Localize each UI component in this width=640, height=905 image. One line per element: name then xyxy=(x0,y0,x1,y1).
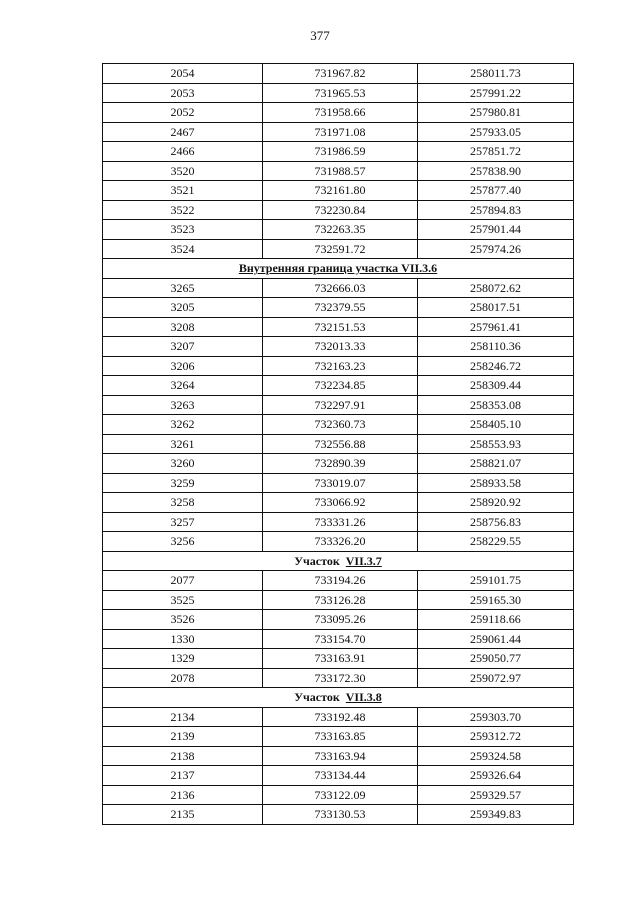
y-coordinate-cell: 258011.73 xyxy=(418,64,574,84)
table-row xyxy=(103,83,574,103)
x-coordinate-cell: 732666.03 xyxy=(263,278,418,298)
coordinates-table-body xyxy=(103,64,574,825)
point-number-cell: 3264 xyxy=(103,376,263,396)
x-coordinate-cell: 733122.09 xyxy=(263,785,418,805)
section-code: VII.3.7 xyxy=(345,553,382,568)
table-row xyxy=(103,161,574,181)
point-number-cell: 3260 xyxy=(103,454,263,474)
y-coordinate-cell: 257980.81 xyxy=(418,103,574,123)
table-row xyxy=(103,707,574,727)
y-coordinate-cell: 258353.08 xyxy=(418,395,574,415)
x-coordinate-cell: 732230.84 xyxy=(263,200,418,220)
point-number-cell: 2466 xyxy=(103,142,263,162)
point-number-cell: 2135 xyxy=(103,805,263,825)
section-heading xyxy=(103,259,574,279)
x-coordinate-cell: 733019.07 xyxy=(263,473,418,493)
y-coordinate-cell: 259349.83 xyxy=(418,805,574,825)
section-heading xyxy=(103,551,574,571)
y-coordinate-cell: 257933.05 xyxy=(418,122,574,142)
x-coordinate-cell: 733066.92 xyxy=(263,493,418,513)
point-number-cell: 1330 xyxy=(103,629,263,649)
point-number-cell: 3523 xyxy=(103,220,263,240)
x-coordinate-cell: 732234.85 xyxy=(263,376,418,396)
y-coordinate-cell: 257901.44 xyxy=(418,220,574,240)
point-number-cell: 2078 xyxy=(103,668,263,688)
x-coordinate-cell: 732163.23 xyxy=(263,356,418,376)
point-number-cell: 2052 xyxy=(103,103,263,123)
x-coordinate-cell: 731986.59 xyxy=(263,142,418,162)
point-number-cell: 2077 xyxy=(103,571,263,591)
point-number-cell: 2467 xyxy=(103,122,263,142)
y-coordinate-cell: 258229.55 xyxy=(418,532,574,552)
table-row xyxy=(103,415,574,435)
table-row xyxy=(103,200,574,220)
y-coordinate-cell: 258017.51 xyxy=(418,298,574,318)
point-number-cell: 2053 xyxy=(103,83,263,103)
table-row xyxy=(103,746,574,766)
point-number-cell: 3206 xyxy=(103,356,263,376)
x-coordinate-cell: 733163.85 xyxy=(263,727,418,747)
point-number-cell: 3524 xyxy=(103,239,263,259)
table-row xyxy=(103,512,574,532)
table-row xyxy=(103,395,574,415)
y-coordinate-cell: 259312.72 xyxy=(418,727,574,747)
table-row xyxy=(103,610,574,630)
x-coordinate-cell: 732297.91 xyxy=(263,395,418,415)
y-coordinate-cell: 259061.44 xyxy=(418,629,574,649)
y-coordinate-cell: 259303.70 xyxy=(418,707,574,727)
point-number-cell: 2138 xyxy=(103,746,263,766)
table-row xyxy=(103,317,574,337)
table-row xyxy=(103,376,574,396)
table-row xyxy=(103,181,574,201)
point-number-cell: 1329 xyxy=(103,649,263,669)
y-coordinate-cell: 258309.44 xyxy=(418,376,574,396)
x-coordinate-cell: 732379.55 xyxy=(263,298,418,318)
section-heading-row xyxy=(103,688,574,708)
table-row xyxy=(103,473,574,493)
y-coordinate-cell: 257851.72 xyxy=(418,142,574,162)
point-number-cell: 3256 xyxy=(103,532,263,552)
point-number-cell: 3522 xyxy=(103,200,263,220)
y-coordinate-cell: 258072.62 xyxy=(418,278,574,298)
y-coordinate-cell: 257991.22 xyxy=(418,83,574,103)
x-coordinate-cell: 733331.26 xyxy=(263,512,418,532)
y-coordinate-cell: 259101.75 xyxy=(418,571,574,591)
section-heading-row xyxy=(103,551,574,571)
x-coordinate-cell: 733172.30 xyxy=(263,668,418,688)
y-coordinate-cell: 258553.93 xyxy=(418,434,574,454)
y-coordinate-cell: 258933.58 xyxy=(418,473,574,493)
y-coordinate-cell: 258920.92 xyxy=(418,493,574,513)
y-coordinate-cell: 258821.07 xyxy=(418,454,574,474)
table-row xyxy=(103,122,574,142)
point-number-cell: 3263 xyxy=(103,395,263,415)
table-row xyxy=(103,590,574,610)
x-coordinate-cell: 733192.48 xyxy=(263,707,418,727)
section-title: Внутренняя граница участка VII.3.6 xyxy=(238,261,438,276)
table-row xyxy=(103,298,574,318)
x-coordinate-cell: 733130.53 xyxy=(263,805,418,825)
table-row xyxy=(103,454,574,474)
table-row xyxy=(103,64,574,84)
table-row xyxy=(103,142,574,162)
table-row xyxy=(103,434,574,454)
x-coordinate-cell: 733163.91 xyxy=(263,649,418,669)
x-coordinate-cell: 733126.28 xyxy=(263,590,418,610)
table-row xyxy=(103,805,574,825)
y-coordinate-cell: 257838.90 xyxy=(418,161,574,181)
section-label: Участок xyxy=(294,690,340,705)
point-number-cell: 2139 xyxy=(103,727,263,747)
x-coordinate-cell: 731988.57 xyxy=(263,161,418,181)
x-coordinate-cell: 732591.72 xyxy=(263,239,418,259)
point-number-cell: 3257 xyxy=(103,512,263,532)
point-number-cell: 2137 xyxy=(103,766,263,786)
x-coordinate-cell: 731967.82 xyxy=(263,64,418,84)
y-coordinate-cell: 259324.58 xyxy=(418,746,574,766)
point-number-cell: 3205 xyxy=(103,298,263,318)
x-coordinate-cell: 731958.66 xyxy=(263,103,418,123)
point-number-cell: 3259 xyxy=(103,473,263,493)
table-row xyxy=(103,571,574,591)
point-number-cell: 3208 xyxy=(103,317,263,337)
y-coordinate-cell: 259329.57 xyxy=(418,785,574,805)
x-coordinate-cell: 732360.73 xyxy=(263,415,418,435)
table-row xyxy=(103,727,574,747)
coordinates-table xyxy=(102,63,574,825)
point-number-cell: 2136 xyxy=(103,785,263,805)
y-coordinate-cell: 258756.83 xyxy=(418,512,574,532)
table-row xyxy=(103,649,574,669)
table-row xyxy=(103,766,574,786)
y-coordinate-cell: 259326.64 xyxy=(418,766,574,786)
point-number-cell: 3265 xyxy=(103,278,263,298)
y-coordinate-cell: 257974.26 xyxy=(418,239,574,259)
x-coordinate-cell: 732263.35 xyxy=(263,220,418,240)
y-coordinate-cell: 259072.97 xyxy=(418,668,574,688)
point-number-cell: 3526 xyxy=(103,610,263,630)
section-label: Участок xyxy=(294,553,340,568)
point-number-cell: 2134 xyxy=(103,707,263,727)
x-coordinate-cell: 733326.20 xyxy=(263,532,418,552)
y-coordinate-cell: 259050.77 xyxy=(418,649,574,669)
point-number-cell: 3525 xyxy=(103,590,263,610)
point-number-cell: 3261 xyxy=(103,434,263,454)
y-coordinate-cell: 258110.36 xyxy=(418,337,574,357)
table-row xyxy=(103,220,574,240)
point-number-cell: 2054 xyxy=(103,64,263,84)
x-coordinate-cell: 733134.44 xyxy=(263,766,418,786)
section-code: VII.3.8 xyxy=(345,690,382,705)
table-row xyxy=(103,103,574,123)
page-number: 377 xyxy=(310,28,330,43)
x-coordinate-cell: 731971.08 xyxy=(263,122,418,142)
point-number-cell: 3521 xyxy=(103,181,263,201)
point-number-cell: 3207 xyxy=(103,337,263,357)
y-coordinate-cell: 259118.66 xyxy=(418,610,574,630)
x-coordinate-cell: 732556.88 xyxy=(263,434,418,454)
y-coordinate-cell: 257877.40 xyxy=(418,181,574,201)
table-row xyxy=(103,278,574,298)
x-coordinate-cell: 733163.94 xyxy=(263,746,418,766)
x-coordinate-cell: 732890.39 xyxy=(263,454,418,474)
point-number-cell: 3520 xyxy=(103,161,263,181)
x-coordinate-cell: 732013.33 xyxy=(263,337,418,357)
x-coordinate-cell: 733194.26 xyxy=(263,571,418,591)
y-coordinate-cell: 258246.72 xyxy=(418,356,574,376)
table-row xyxy=(103,785,574,805)
table-row xyxy=(103,668,574,688)
x-coordinate-cell: 733095.26 xyxy=(263,610,418,630)
section-heading xyxy=(103,688,574,708)
y-coordinate-cell: 258405.10 xyxy=(418,415,574,435)
x-coordinate-cell: 732161.80 xyxy=(263,181,418,201)
y-coordinate-cell: 259165.30 xyxy=(418,590,574,610)
x-coordinate-cell: 731965.53 xyxy=(263,83,418,103)
table-row xyxy=(103,629,574,649)
section-heading-row xyxy=(103,259,574,279)
x-coordinate-cell: 732151.53 xyxy=(263,317,418,337)
point-number-cell: 3262 xyxy=(103,415,263,435)
x-coordinate-cell: 733154.70 xyxy=(263,629,418,649)
table-row xyxy=(103,337,574,357)
y-coordinate-cell: 257894.83 xyxy=(418,200,574,220)
table-row xyxy=(103,493,574,513)
table-row xyxy=(103,532,574,552)
point-number-cell: 3258 xyxy=(103,493,263,513)
y-coordinate-cell: 257961.41 xyxy=(418,317,574,337)
table-row xyxy=(103,356,574,376)
table-row xyxy=(103,239,574,259)
